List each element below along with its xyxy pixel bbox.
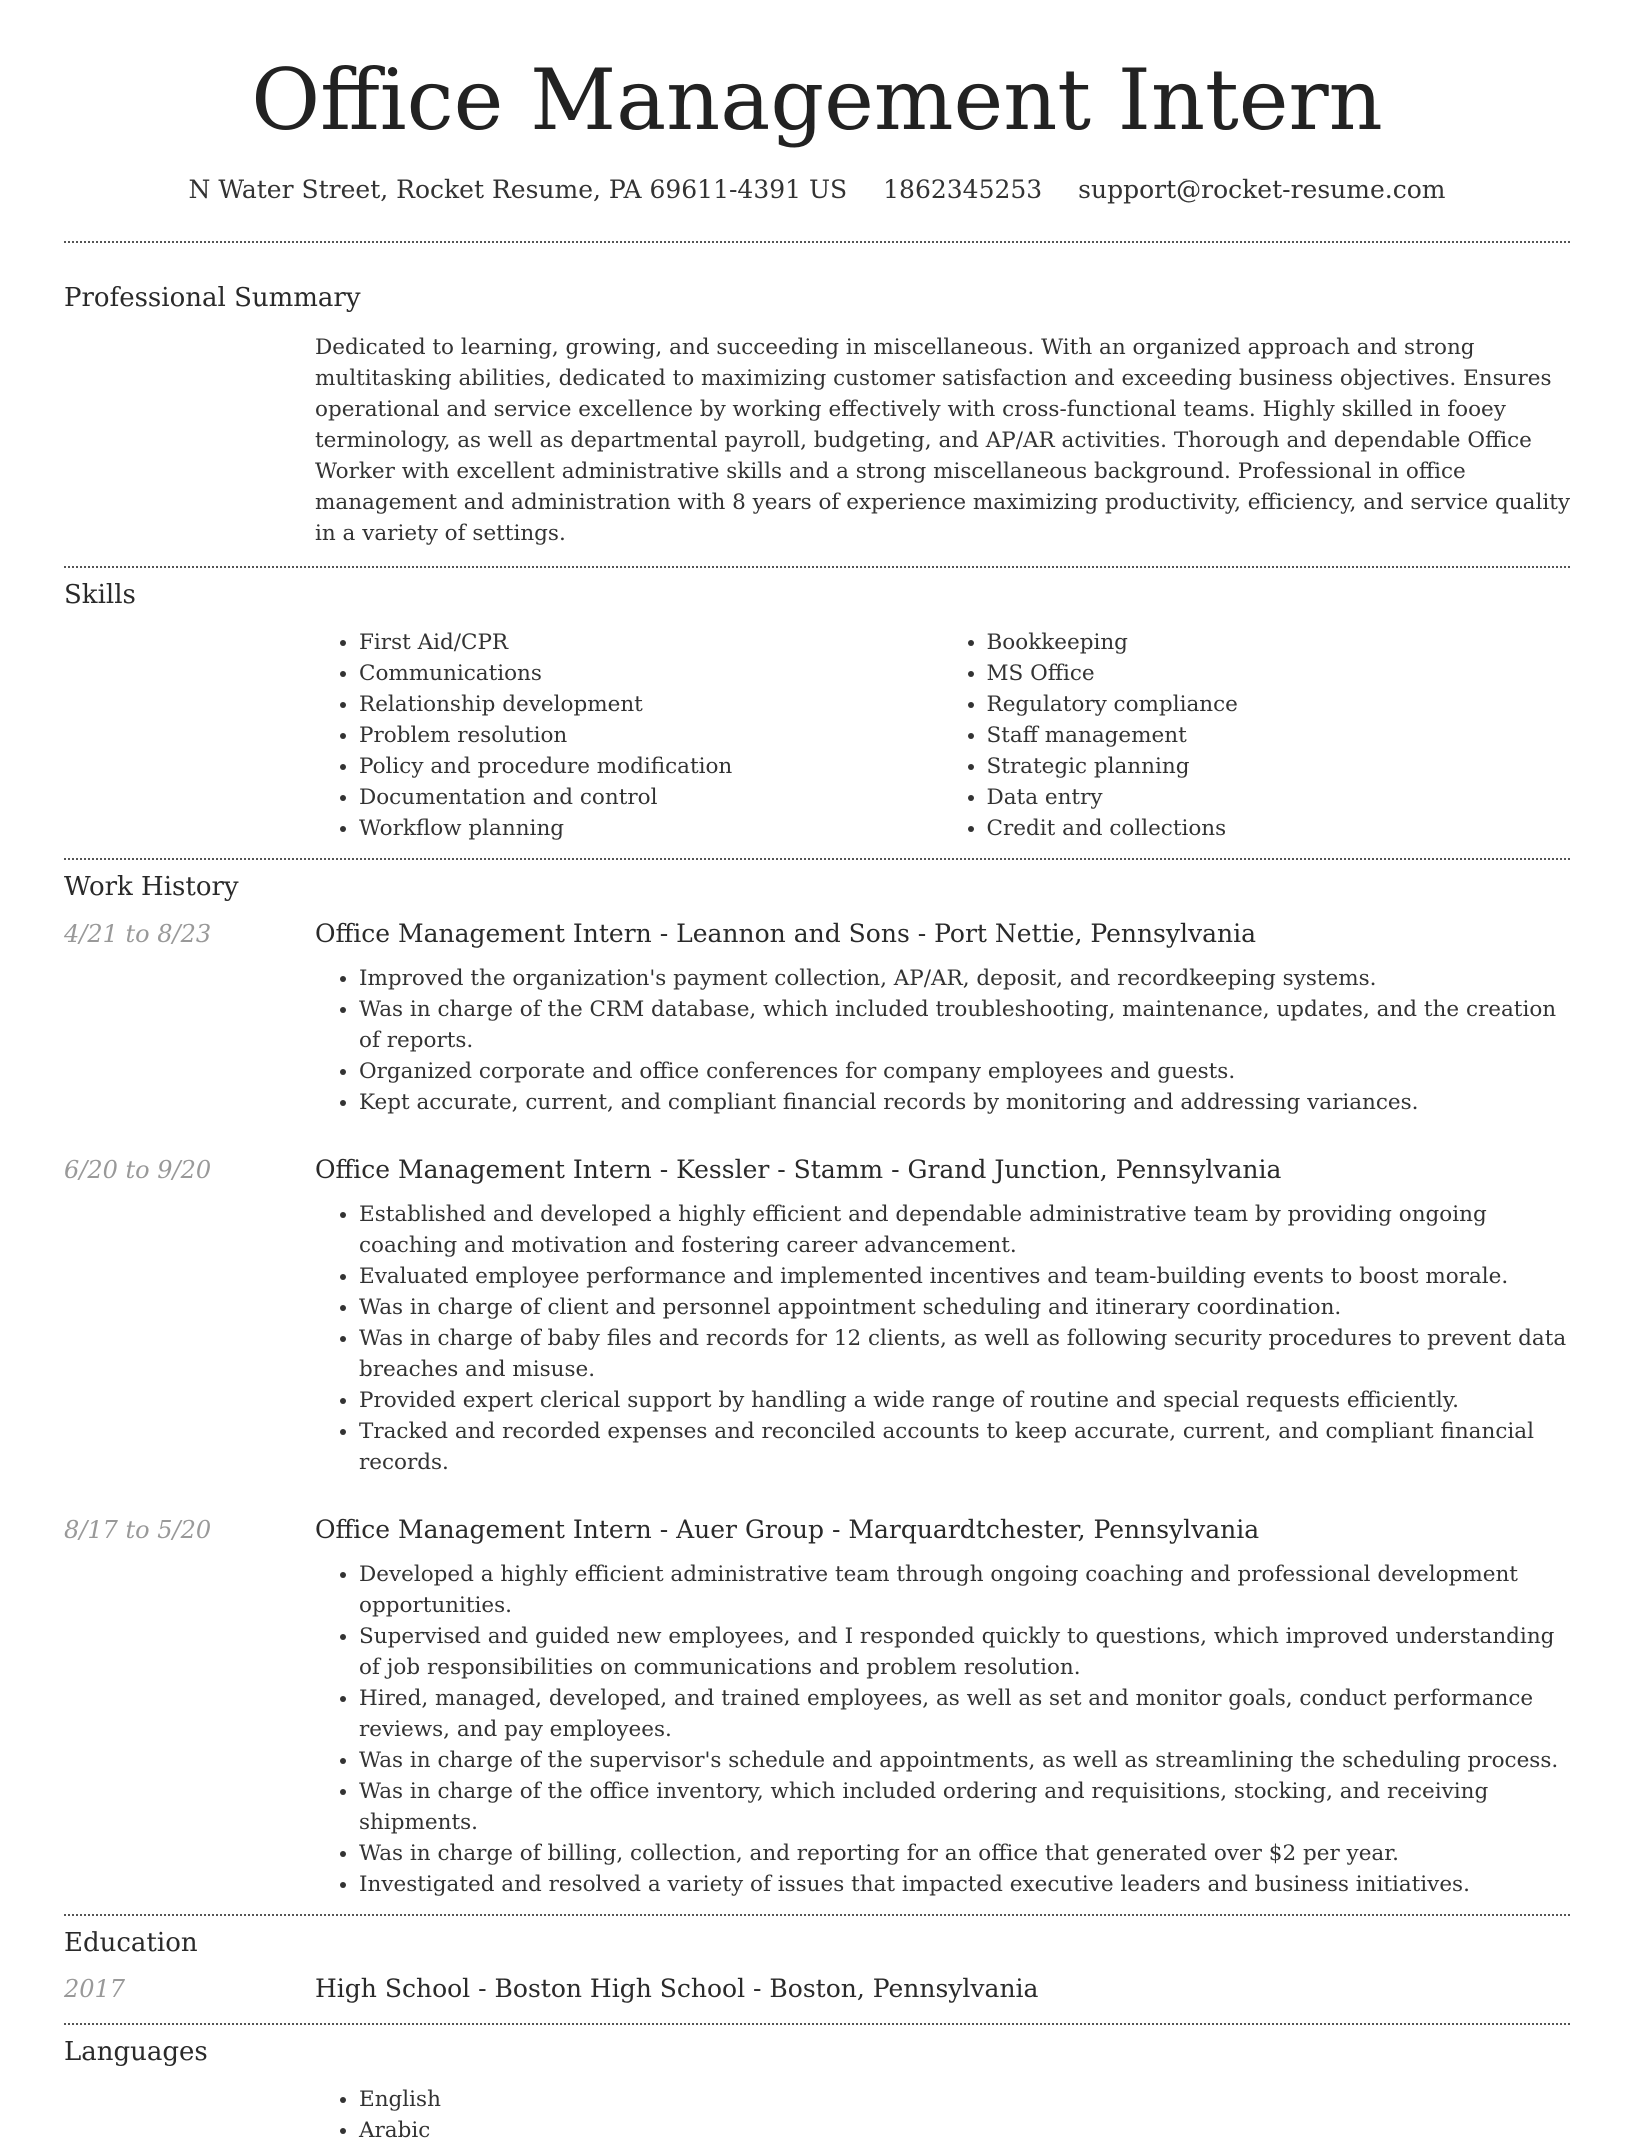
work-bullet: • Provided expert clerical support by handling a wide range of routine and special requests efficiently. [359, 1385, 1570, 1416]
work-bullet: • Was in charge of billing, collection, and reporting for an office that generated over $2 per year. [359, 1838, 1570, 1869]
divider [64, 241, 1570, 243]
work-bullet: • Developed a highly efficient administrative team through ongoing coaching and professional development opportunities. [359, 1559, 1570, 1621]
work-bullet: • Was in charge of the office inventory, which included ordering and requisitions, stocking, and receiving shipments. [359, 1776, 1570, 1838]
contact-email: support@rocket-resume.com [1078, 175, 1446, 204]
skill-item: • Data entry [987, 782, 1571, 813]
work-heading: Office Management Intern - Leannon and Sons - Port Nettie, Pennsylvania [315, 919, 1257, 948]
skill-item: • Bookkeeping [987, 627, 1571, 658]
work-dates: 6/20 to 9/20 [64, 1156, 212, 1184]
work-bullet: • Was in charge of client and personnel appointment scheduling and itinerary coordination. [359, 1292, 1570, 1323]
work-dates: 4/21 to 8/23 [64, 920, 212, 948]
work-dates: 8/17 to 5/20 [64, 1516, 212, 1544]
section-title-skills: Skills [64, 580, 136, 610]
section-title-languages: Languages [64, 2037, 208, 2067]
work-heading: Office Management Intern - Kessler - Stamm - Grand Junction, Pennsylvania [315, 1155, 1282, 1184]
work-entry [64, 1153, 1570, 1478]
skill-item: • Regulatory compliance [987, 689, 1571, 720]
skills-list-left [315, 627, 943, 844]
languages-block [315, 2084, 1570, 2146]
section-title-summary: Professional Summary [64, 283, 361, 313]
skill-item: • Workflow planning [359, 813, 943, 844]
work-bullet: • Supervised and guided new employees, and I responded quickly to questions, which improved understanding of job responsibilities on communications and problem resolution. [359, 1621, 1570, 1683]
divider [64, 858, 1570, 860]
skills-list-right [943, 627, 1571, 844]
languages-list [315, 2084, 1570, 2146]
language-item: • English [359, 2084, 1570, 2115]
education-heading: High School - Boston High School - Boston, Pennsylvania [315, 1974, 1039, 2003]
contact-line [64, 175, 1570, 204]
skill-item: • Relationship development [359, 689, 943, 720]
education-entry [64, 1972, 1570, 2006]
contact-address: N Water Street, Rocket Resume, PA 69611-4391 US [188, 175, 848, 204]
section-title-education: Education [64, 1928, 198, 1958]
skill-item: • Communications [359, 658, 943, 689]
work-bullets [315, 963, 1570, 1118]
work-bullet: • Investigated and resolved a variety of issues that impacted executive leaders and business initiatives. [359, 1869, 1570, 1900]
skill-item: • Staff management [987, 720, 1571, 751]
work-bullet: • Established and developed a highly efficient and dependable administrative team by providing ongoing coaching and motivation and fostering career advancement. [359, 1199, 1570, 1261]
divider [64, 1914, 1570, 1916]
skills-block [315, 627, 1570, 844]
education-year: 2017 [64, 1975, 126, 2003]
divider [64, 566, 1570, 568]
skill-item: • MS Office [987, 658, 1571, 689]
work-bullets [315, 1559, 1570, 1900]
contact-phone: 1862345253 [883, 175, 1043, 204]
work-bullet: • Was in charge of the supervisor's schedule and appointments, as well as streamlining the scheduling process. [359, 1745, 1570, 1776]
skill-item: • Problem resolution [359, 720, 943, 751]
work-heading: Office Management Intern - Auer Group - Marquardtchester, Pennsylvania [315, 1515, 1260, 1544]
skill-item: • Credit and collections [987, 813, 1571, 844]
skill-item: • Documentation and control [359, 782, 943, 813]
work-entry [64, 917, 1570, 1118]
skill-item: • Policy and procedure modification [359, 751, 943, 782]
work-bullet: • Tracked and recorded expenses and reconciled accounts to keep accurate, current, and compliant financial records. [359, 1416, 1570, 1478]
work-bullet: • Evaluated employee performance and implemented incentives and team-building events to boost morale. [359, 1261, 1570, 1292]
section-title-work: Work History [64, 872, 239, 902]
language-item: • Arabic [359, 2115, 1570, 2146]
work-bullet: • Improved the organization's payment collection, AP/AR, deposit, and recordkeeping systems. [359, 963, 1570, 994]
work-entry [64, 1513, 1570, 1900]
resume-page [64, 0, 1570, 2146]
work-bullet: • Was in charge of baby files and records for 12 clients, as well as following security procedures to prevent data breaches and misuse. [359, 1323, 1570, 1385]
work-bullet: • Was in charge of the CRM database, which included troubleshooting, maintenance, updates, and the creation of reports. [359, 994, 1570, 1056]
skill-item: • First Aid/CPR [359, 627, 943, 658]
work-bullet: • Organized corporate and office conferences for company employees and guests. [359, 1056, 1570, 1087]
work-bullet: • Hired, managed, developed, and trained employees, as well as set and monitor goals, conduct performance reviews, and pay employees. [359, 1683, 1570, 1745]
work-bullet: • Kept accurate, current, and compliant financial records by monitoring and addressing variances. [359, 1087, 1570, 1118]
summary-text: Dedicated to learning, growing, and succeeding in miscellaneous. With an organized approach and strong multitasking abilities, dedicated to maximizing customer satisfaction and exceeding business objectives. Ensures operational and service excellence by working effectively with cross-functional teams. Highly skilled in fooey terminology, as well as departmental payroll, budgeting, and AP/AR activities. Thorough and dependable Office Worker with excellent administrative skills and a strong miscellaneous background. Professional in office management and administration with 8 years of experience maximizing productivity, efficiency, and service quality in a variety of settings. [315, 335, 1571, 546]
work-bullets [315, 1199, 1570, 1478]
summary-block [315, 332, 1570, 549]
skill-item: • Strategic planning [987, 751, 1571, 782]
resume-title: Office Management Intern [251, 51, 1383, 149]
divider [64, 2023, 1570, 2025]
